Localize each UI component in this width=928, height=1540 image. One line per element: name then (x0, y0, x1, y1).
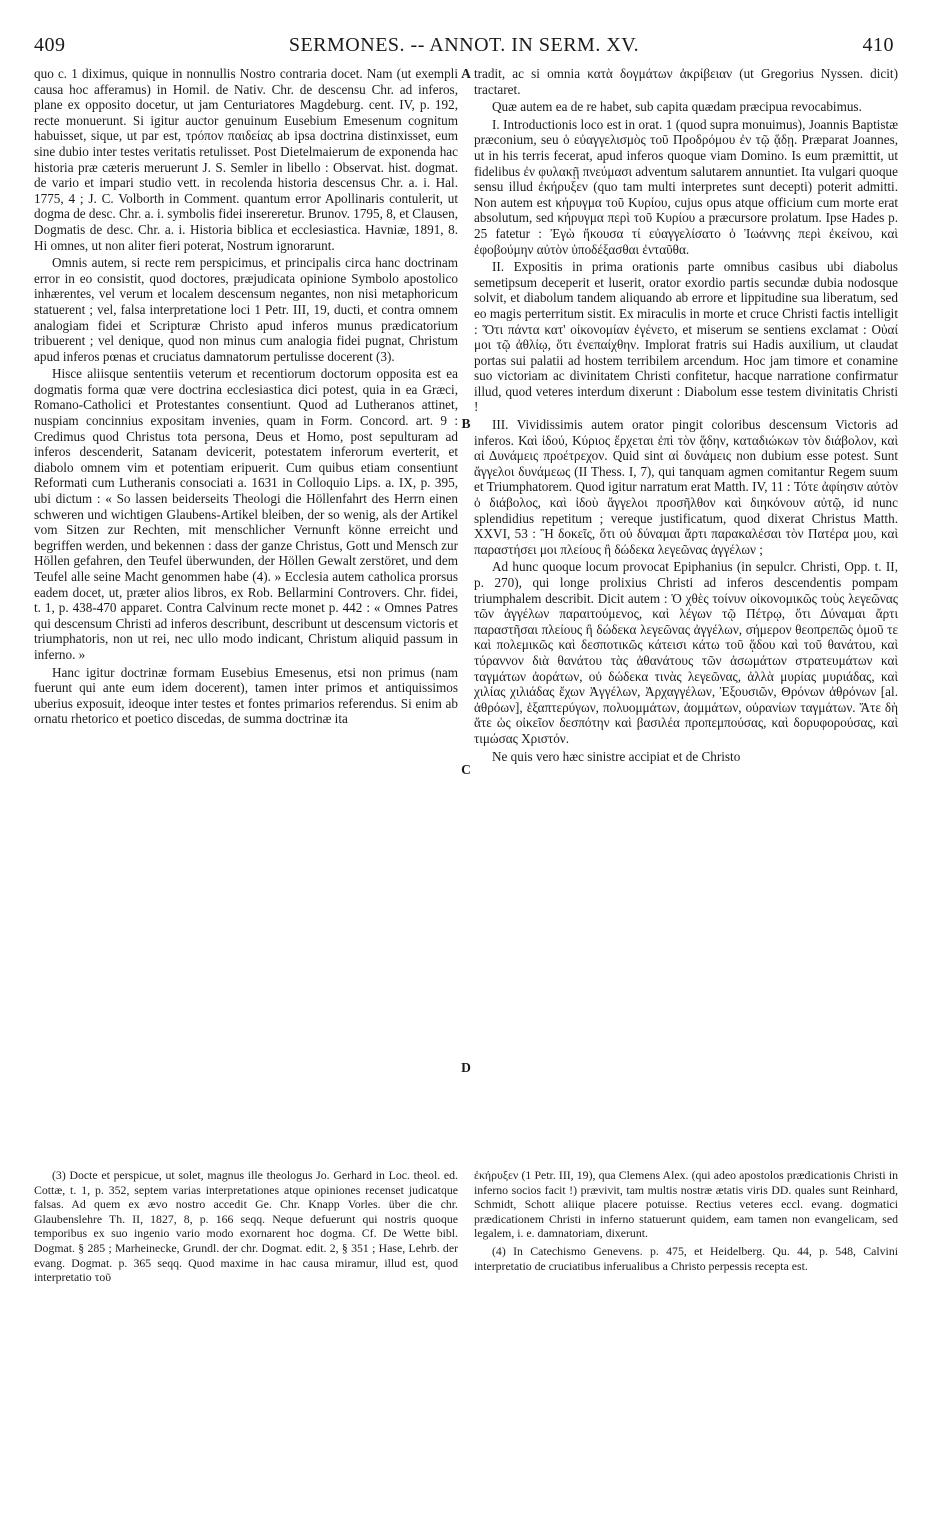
paragraph: Omnis autem, si recte rem perspicimus, et principalis circa hanc doctrinam error in eo consistit, quod doctores, præjudicata opinione Symbolo apostolico inhærentes, vel verum et localem descensum negantes, non nisi metaphoricum statuerent ; vel, falsa interpretatione loci 1 Petr. III, 19, ducti, et contra omnem analogiam fidei et Scripturæ Christo apud inferos munus prædicatorium tribuerent ; vel denique, quod non minus cum analogia fidei pugnat, Christum apud inferos pœnas et cruciatus damnatorum pertulisse docerent (3). (34, 255, 458, 364)
footnote: ἐκήρυξεν (1 Petr. III, 19), qua Clemens Alex. (qui adeo apostolos prædicationis Christi in inferno socios facit !) prævivit, tam multis nostræ ætatis viris DD. quales sunt Reinhard, Schmidt, Schott aliique placere potuisse. Rectius veteres eccl. evang. dogmatici prædicationem Christi in inferno statuerunt quidem, eam tamen non evangelicam, sed legalem, i. e. damnatoriam, dixerunt. (474, 1168, 898, 1241)
footnotes-left (34, 1168, 458, 1285)
paragraph: Ad hunc quoque locum provocat Epiphanius (in sepulcr. Christi, Opp. t. II, p. 270), qui longe prolixius Christi ad inferos descendentis pompam triumphalem describit. Dicit autem : Ὁ χθὲς τοίνυν οἰκονομικῶς τοὺς λεγεῶνας τῶν ἀγγέλων παραιτούμενος, καὶ λέγων τῷ Πέτρῳ, ὅτι Δύναμαι ἄρτι παραστῆσαι πλείους ἢ δώδεκα λεγεῶνας ἀγγέλων, σήμερον θεοπρεπῶς ὁμοῦ τε καὶ πολεμικῶς καὶ δεσποτικῶς κάτεισι κάτω τοῦ ᾅδου καὶ τοῦ θανάτου, καὶ τύραννον διὰ θανάτου τὰς ἀθανάτους τῶν ἀσωμάτων στρατευμάτων καὶ ταγμάτων ἀοράτων, οὐ δώδεκα τινὰς λεγεῶνας, ἀλλὰ μυρίας μυριάδας, καὶ χιλίας χιλιάδας ἔχων Ἀγγέλων, Ἀρχαγγέλων, Ἐξουσιῶν, Θρόνων ἀθρόνων [al. ἀθρόων], ἑξαπτερύγων, πολυομμάτων, ἀομμάτων, οὐρανίων ταγμάτων. Ἅτε δὴ ἅτε ὡς οἰκεῖον δεσπότην καὶ βασιλέα προπεμπούσας, καὶ δορυφορούσας, καὶ τιμώσας Χριστόν. (474, 559, 898, 746)
running-header (34, 34, 894, 62)
footnote: (4) In Catechismo Genevens. p. 475, et Heidelberg. Qu. 44, p. 548, Calvini interpretatio de cruciatibus inferualibus a Christo perpessis recepta est. (474, 1243, 898, 1273)
margin-marker-b: B (461, 416, 471, 431)
right-column (474, 66, 898, 764)
paragraph: quo c. 1 diximus, quique in nonnullis Nostro contraria docet. Nam (ut exempli causa hoc afferamus) in Homil. de Nativ. Chr. de descensu Chr. ad inferos, plane ex opposito docetur, ut jam Centuriatores Magdeburg. cent. IV, p. 192, recte monuerunt. Si igitur auctor genuinum Eusebium Emesenum cognitum habuisset, sique, ut par est, τρόπον παιδείας ab ipsa doctrina distinxisset, eum sine dubio inter testes veritatis retulisset. Post Dietelmaierum de exponenda hac historia præ cæteris meruerunt J. S. Semler in libello : Observat. hist. dogmat. de vario et impari studio vett. in recolenda historia descensus Chr. a. i. Hal. 1775, 4 ; J. C. Volborth in Comment. quantum error Apollinaris contulerit, ut dogma de desc. Chr. a. i. symbolis fidei insereretur. Brunov. 1795, 8, et Clausen, Dogmatis de desc. Chr. a. i. Historia biblica et ecclesiastica. Havniæ, 1891, 8. Hi omnes, ut non aliter fieri poterat, Nostrum ignorarunt. (34, 66, 459, 253)
paragraph: I. Introductionis loco est in orat. 1 (quod supra monuimus), Joannis Baptistæ præconium, seu ὁ εὐαγγελισμὸς τοῦ Προδρόμου ἐν τῷ ᾅδῃ. Præparat Joannes, ut in his terris fecerat, apud inferos quoque viam Domino. Is eum præmittit, ut fidelibus ἐν φυλακῇ πνεύμασι adventum salutarem annuntiet. Ita vulgari quoque sensu illud ἐκήρυξεν (quo tam multi interpretes sunt decepti) poterit admitti. Non autem est κήρυγμα τοῦ Κυρίου, cujus opus atque officium cum morte erat absolutum, sed κήρυγμα περὶ τοῦ Κυρίου a præcursore prolatum. Ipse Hades p. 25 fatetur : Ἐγὼ ἤκουσα τί εὐαγγελίσατο ὁ Ἰωάννης περὶ ἐκείνου, καὶ ἐφοβούμην αὐτὸν ὑποδέξασθαι ἐνταῦθα. (474, 116, 898, 257)
left-column (34, 66, 458, 727)
paragraph: Ne quis vero hæc sinistre accipiat et de Christo (492, 748, 741, 764)
margin-marker-a: A (461, 66, 471, 81)
margin-marker-c: C (461, 762, 471, 777)
margin-marker-d: D (461, 1060, 471, 1075)
footnote: (3) Docte et perspicue, ut solet, magnus ille theologus Jo. Gerhard in Loc. theol. ed. Cottæ, t. 1, p. 352, septem varias interpretationes atque opiniones recenset judicatque falsas. Ad quem ex ævo nostro accedit Ge. Chr. Knapp Vorles. über die chr. Glaubenslehre Th. II, 1827, 8, p. 166 seqq. Neque defuerunt qui nostris quoque temporibus ex suo ingenio vario modo exornarent hoc dogma. Cf. De Wette bibl. Dogmat. § 285 ; Marheinecke, Grundl. der chr. Dogmat. edit. 2, § 351 ; Hase, Lehrb. der evang. Dogmat. p. 365 seqq. Quod maxime in hac causa miramur, illud est, quod interpretatio τοῦ (34, 1168, 458, 1285)
paragraph: tradit, ac si omnia κατὰ δογμάτων ἀκρίβειαν (ut Gregorius Nyssen. dicit) tractaret. (474, 66, 898, 97)
paragraph: Quæ autem ea de re habet, sub capita quædam præcipua revocabimus. (492, 99, 862, 115)
paragraph: II. Expositis in prima orationis parte omnibus casibus ubi diabolus semetipsum deceperit et luserit, orator exordio partis secundæ dubia nodosque solvit, et diabolum tandem aliquando ab errore et lippitudine sua liberatum, sed eo magis perterritum sistit. Ex miraculis in morte et cruce Christi factis intelligit : Ὅτι πάντα κατ' οἰκονομίαν ἐγένετο, et miserum se sentiens exclamat : Οὐαί μοι τῷ ἀθλίῳ, ὅτι ἐνεπαίχθην. Implorat fratris sui Hadis auxilium, ut claudat portas sui palatii ad hostem terribilem arcendum. Hoc jam timore et conamine suo victoriam ac divinitatem Christi confitetur, hacque narratione confirmatur illud, quod veteres interdum dixerunt : Diabolum esse testem divinitatis Christi ! (474, 259, 898, 415)
paragraph: III. Vividissimis autem orator pingit coloribus descensum Victoris ad inferos. Καὶ ἰδού, Κύριος ἔρχεται ἐπὶ τὸν ᾅδην, καταδιώκων τὸν διάβολον, καὶ αἱ Δυνάμεις προέτρεχον. Quid sint αἱ δυνάμεις non dubium esse potest. Sunt ἄγγελοι δυνάμεως (II Thess. I, 7), qui tanquam agmen comitantur Regem suum et Triumphatorem. Quod igitur narratum erat Matth. IV, 11 : Τότε ἀφίησιν αὐτὸν ὁ διάβολος, καὶ ἰδοὺ ἄγγελοι προσῆλθον καὶ διηκόνουν αὐτῷ, id nunc splendidius repetitum ; vereque justificatum, quod dixerat Christus Matth. XXVI, 53 : Ἢ δοκεῖς, ὅτι οὐ δύναμαι ἄρτι παρακαλέσαι τὸν Πατέρα μου, καὶ παραστήσει μοι πλείους ἢ δώδεκα λεγεῶνας ἀγγέλων ; (474, 417, 898, 557)
page-number-left: 409 (34, 34, 66, 56)
running-title: SERMONES. -- ANNOT. IN SERM. XV. (288, 34, 640, 56)
footnotes-right (474, 1168, 898, 1273)
paragraph: Hanc igitur doctrinæ formam Eusebius Emesenus, etsi non primus (nam fuerunt qui ante eum idem docerent), tamen inter primos et antiquissimos uberius exposuit, ideoque inter testes et fontes primarios referendus. Si enim ab ornatu rhetorico et poetico discedas, de summa doctrinæ ita (34, 664, 458, 727)
page-number-right: 410 (862, 34, 894, 56)
paragraph: Hisce aliisque sententiis veterum et recentiorum doctorum opposita est ea dogmatis forma quæ vere doctrina ecclesiastica dici potest, quia in ea Græci, Romano-Catholici et Protestantes consentiunt. Quod ad Lutheranos attinet, nuspiam concinnius expositam invenies, quam in Form. Concord. art. 9 : Credimus quod Christus tota persona, Deus et Homo, post sepulturam ad inferos descenderit, Satanam devicerit, potestatem inferorum everterit, et diabolo omnem vim et potentiam eripuerit. Cum quibus etiam consentiunt Reformati cum Lutheranis consociati a. 1631 in Colloquio Lips. a. IX, p. 395, ubi dictum : « So lassen beiderseits Theologi die Höllenfahrt des Herrn einen schweren und wichtigen Glaubens-Artikel bleiben, der so wenig, als der Artikel vom Sitzen zur Rechten, mit menschlicher Vernunft könne erreicht und begriffen werden, und bekennen : dass der ganze Christus, Gott und Mensch zur Höllen gefahren, den Teufel überwunden, der Höllen Gewalt zerstöret, und dem Teufel alle seine Macht genommen habe (4). » Ecclesia autem catholica prorsus eadem docet, ut, præter alios libros, ex Rob. Bellarmini Controvers. Chr. fidei, t. 1, p. 438-470 apparet. Contra Calvinum recte monet p. 442 : « Omnes Patres qui descensum Christi ad inferos describunt, describunt ut descensum victoris et triumphatoris, non ut rei, nec ullo modo indicant, Christum aliquid passum in inferno. » (34, 366, 458, 662)
